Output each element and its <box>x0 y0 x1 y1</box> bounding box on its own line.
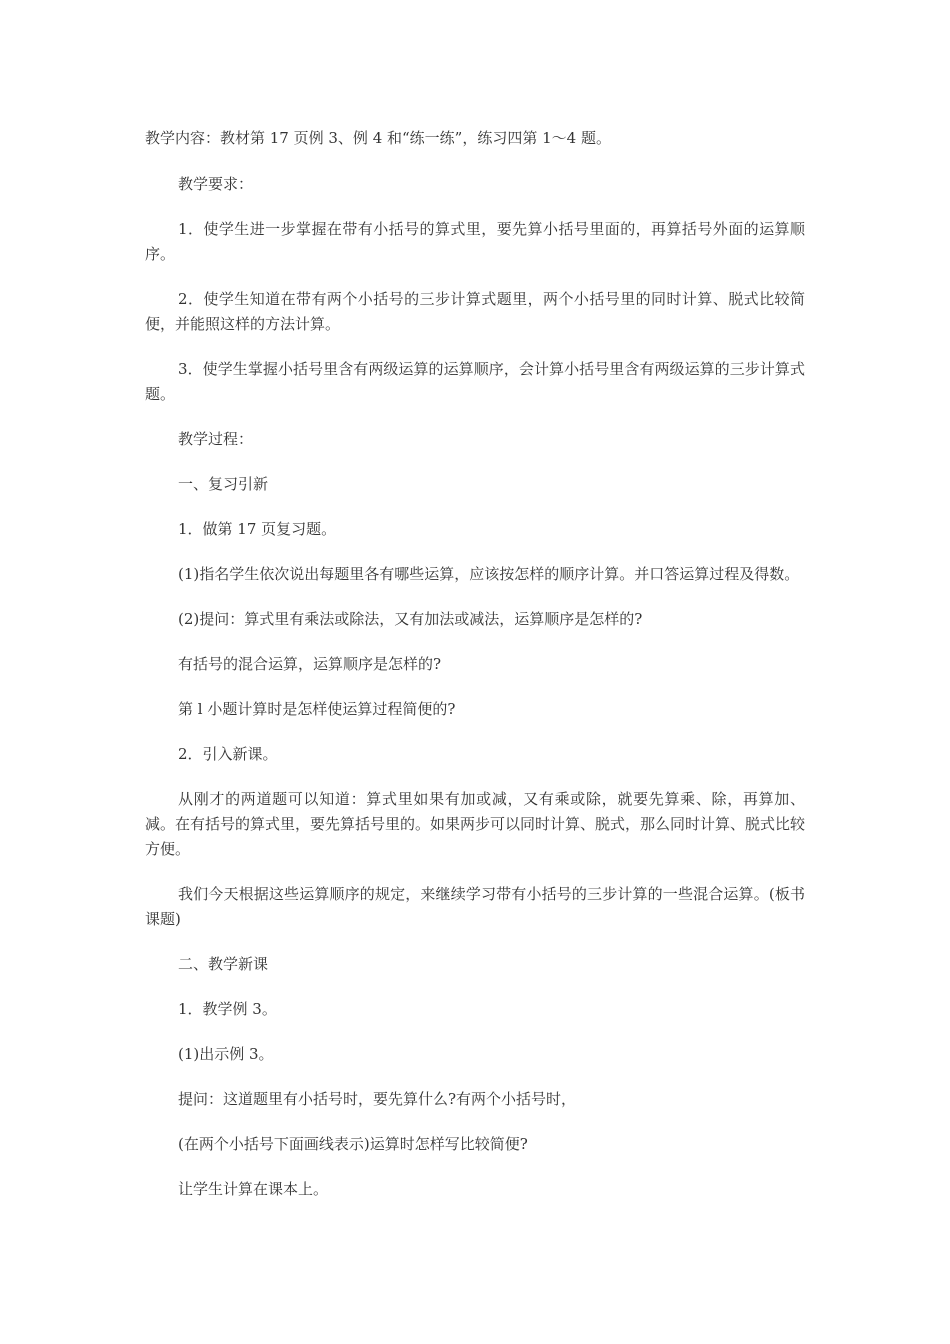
paragraph-requirement-2: 2．使学生知道在带有两个小括号的三步计算式题里，两个小括号里的同时计算、脱式比较简便，并能照这样的方法计算。 <box>145 290 805 333</box>
paragraph-rule-summary: 从刚才的两道题可以知道：算式里如果有加或减，又有乘或除，就要先算乘、除，再算加、减。在有括号的算式里，要先算括号里的。如果两步可以同时计算、脱式，那么同时计算、脱式比较方便。 <box>145 790 806 858</box>
paragraph-example-3-heading: 1．教学例 3。 <box>178 1000 277 1018</box>
paragraph-show-example-3: (1)出示例 3。 <box>178 1045 274 1063</box>
paragraph-requirement-3: 3．使学生掌握小括号里含有两级运算的运算顺序，会计算小括号里含有两级运算的三步计算式题。 <box>145 360 805 403</box>
paragraph-requirement-1: 1．使学生进一步掌握在带有小括号的算式里，要先算小括号里面的，再算括号外面的运算顺序。 <box>145 220 805 263</box>
paragraph-lesson-intro: 我们今天根据这些运算顺序的规定，来继续学习带有小括号的三步计算的一些混合运算。(板书课题) <box>145 885 805 928</box>
paragraph-question-brackets: 有括号的混合运算，运算顺序是怎样的? <box>178 655 442 673</box>
paragraph-question-simplify: 第 l 小题计算时是怎样使运算过程简便的? <box>178 700 456 718</box>
paragraph-example-question-continued: (在两个小括号下面画线表示)运算时怎样写比较简便? <box>178 1135 528 1153</box>
paragraph-student-calculation: 让学生计算在课本上。 <box>178 1180 329 1198</box>
paragraph-section-new-lesson: 二、教学新课 <box>178 955 269 973</box>
paragraph-review-item-2: 2．引入新课。 <box>178 745 278 763</box>
paragraph-example-question: 提问：这道题里有小括号时，要先算什么?有两个小括号时， <box>178 1090 577 1108</box>
paragraph-section-review: 一、复习引新 <box>178 475 269 493</box>
paragraph-review-subitem-2: (2)提问：算式里有乘法或除法，又有加法或减法，运算顺序是怎样的? <box>178 610 643 628</box>
paragraph-teaching-process-heading: 教学过程： <box>178 430 254 448</box>
paragraph-review-subitem-1: (1)指名学生依次说出每题里各有哪些运算，应该按怎样的顺序计算。并口答运算过程及得数。 <box>178 565 800 583</box>
paragraph-review-item-1: 1．做第 17 页复习题。 <box>178 520 337 538</box>
document-body <box>145 126 805 1222</box>
paragraph-teaching-content: 教学内容：教材第 17 页例 3、例 4 和“练一练”，练习四第 1～4 题。 <box>145 129 611 147</box>
paragraph-teaching-requirements-heading: 教学要求： <box>178 175 254 193</box>
